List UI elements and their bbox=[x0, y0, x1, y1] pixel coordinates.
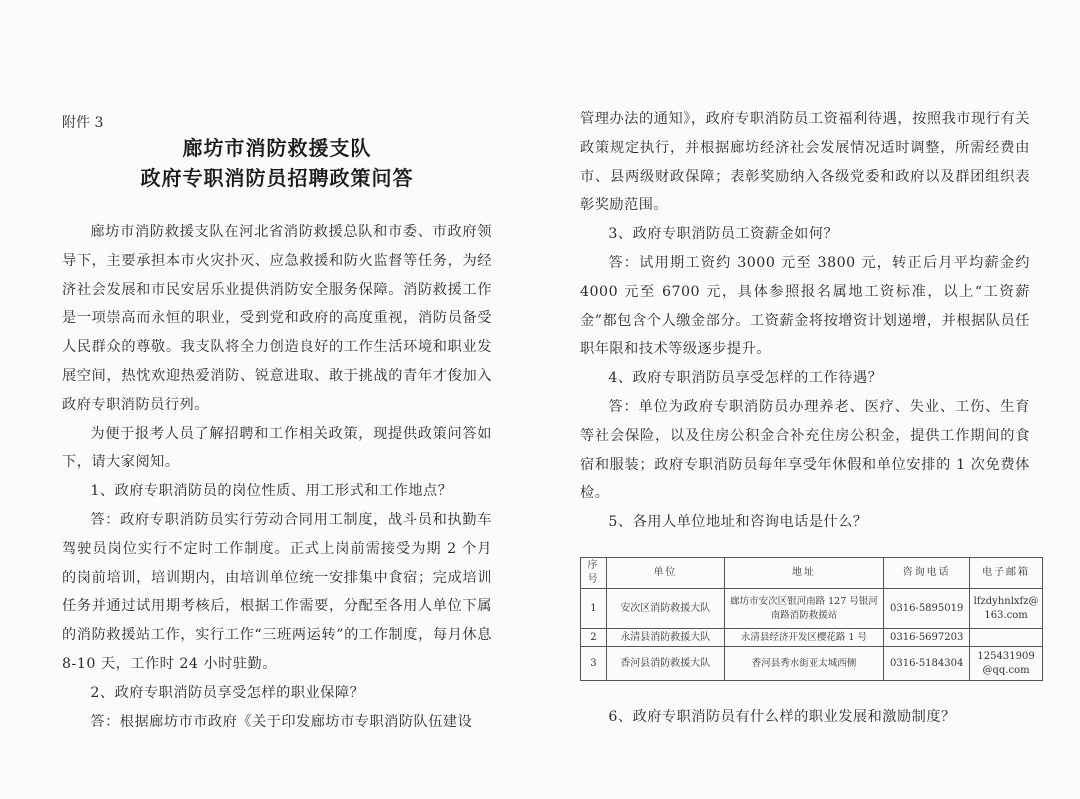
header-email: 电子邮箱 bbox=[970, 558, 1043, 589]
row-email: 125431909@qq.com bbox=[970, 647, 1043, 681]
table-row bbox=[581, 589, 1043, 629]
contact-table bbox=[580, 557, 1043, 681]
row-unit: 安次区消防救援大队 bbox=[606, 589, 724, 629]
row-address: 廊坊市安次区银河南路 127 号银河南路消防救援站 bbox=[724, 589, 884, 629]
header-unit: 单位 bbox=[606, 558, 724, 589]
question-5: 5、各用人单位地址和咨询电话是什么？ bbox=[608, 514, 868, 531]
question-2: 2、政府专职消防员享受怎样的职业保障？ bbox=[90, 684, 365, 701]
row-address: 永清县经济开发区樱花路 1 号 bbox=[724, 629, 884, 647]
answer-4: 答：单位为政府专职消防员办理养老、医疗、失业、工伤、生育等社会保险，以及住房公积金合补充住房公积金，提供工作期间的食宿和服装；政府专职消防员每年享受年休假和单位安排的 1 次免费体检。 bbox=[580, 398, 1030, 502]
row-address: 香河县秀水街亚太城西侧 bbox=[724, 647, 884, 681]
table-header-row bbox=[581, 558, 1043, 589]
header-phone: 咨询电话 bbox=[884, 558, 970, 589]
intro-paragraph: 廊坊市消防救援支队在河北省消防救援总队和市委、市政府领导下，主要承担本市火灾扑灭、应急救援和防火监督等任务，为经济社会发展和市民安居乐业提供消防安全服务保障。消防救援工作是一项崇高而永恒的职业，受到党和政府的高度重视，消防员备受人民群众的尊敬。我支队将全力创造良好的工作生活环境和职业发展空间，热忱欢迎热爱消防、锐意进取、敢于挑战的青年才俊加入政府专职消防员行列。 bbox=[62, 224, 492, 413]
notice-paragraph: 为便于报考人员了解招聘和工作相关政策，现提供政策问答如下，请大家阅知。 bbox=[62, 425, 492, 471]
row-unit: 香河县消防救援大队 bbox=[606, 647, 724, 681]
question-3: 3、政府专职消防员工资薪金如何？ bbox=[608, 226, 839, 243]
header-index: 序号 bbox=[581, 558, 607, 589]
answer-2-start: 答：根据廊坊市市政府《关于印发廊坊市专职消防队伍建设 bbox=[90, 713, 473, 730]
question-6: 6、政府专职消防员有什么样的职业发展和激励制度？ bbox=[608, 709, 956, 725]
row-phone: 0316-5184304 bbox=[884, 647, 970, 681]
right-body bbox=[580, 105, 1030, 537]
left-body bbox=[62, 218, 492, 736]
row-index: 3 bbox=[581, 647, 607, 681]
question-4: 4、政府专职消防员享受怎样的工作待遇？ bbox=[608, 370, 883, 387]
answer-1: 答：政府专职消防员实行劳动合同用工制度，战斗员和执勤车驾驶员岗位实行不定时工作制度。正式上岗前需接受为期 2 个月的岗前培训，培训期内，由培训单位统一安排集中食宿；完成培训任务并通过试用期考核后，根据工作需要，分配至各用人单位下属的消防救援站工作，实行工作“三班两运转”的工作制度，每月休息 8-10 天，工作时 24 小时驻勤。 bbox=[62, 511, 492, 672]
answer-2-continued: 管理办法的通知》，政府专职消防员工资福利待遇，按照我市现行有关政策规定执行，并根据廊坊经济社会发展情况适时调整，所需经费由市、县两级财政保障；表彰奖励纳入各级党委和政府以及群团组织表彰奖励范围。 bbox=[580, 111, 1030, 214]
right-page bbox=[580, 0, 1039, 799]
row-email: lfzdyhnlxfz@163.com bbox=[970, 589, 1043, 629]
question-1: 1、政府专职消防员的岗位性质、用工形式和工作地点？ bbox=[90, 483, 453, 500]
row-phone: 0316-5697203 bbox=[884, 629, 970, 647]
row-index: 2 bbox=[581, 629, 607, 647]
table-row bbox=[581, 647, 1043, 681]
answer-3: 答：试用期工资约 3000 元至 3800 元，转正后月平均薪金约 4000 元至 6700 元，具体参照报名属地工资标准，以上“工资薪金”都包含个人缴金部分。工资薪金将按增资计划递增，并根据队员任职年限和技术等级逐步提升。 bbox=[580, 254, 1030, 358]
header-address: 地址 bbox=[724, 558, 884, 589]
table-row bbox=[581, 629, 1043, 647]
row-email bbox=[970, 629, 1043, 647]
row-phone: 0316-5895019 bbox=[884, 589, 970, 629]
row-unit: 永清县消防救援大队 bbox=[606, 629, 724, 647]
row-index: 1 bbox=[581, 589, 607, 629]
doc-title-line1: 廊坊市消防救援支队 bbox=[182, 136, 372, 160]
doc-title-line2: 政府专职消防员招聘政策问答 bbox=[140, 166, 414, 190]
annex-label: 附件 3 bbox=[62, 115, 104, 131]
left-page bbox=[62, 0, 492, 799]
